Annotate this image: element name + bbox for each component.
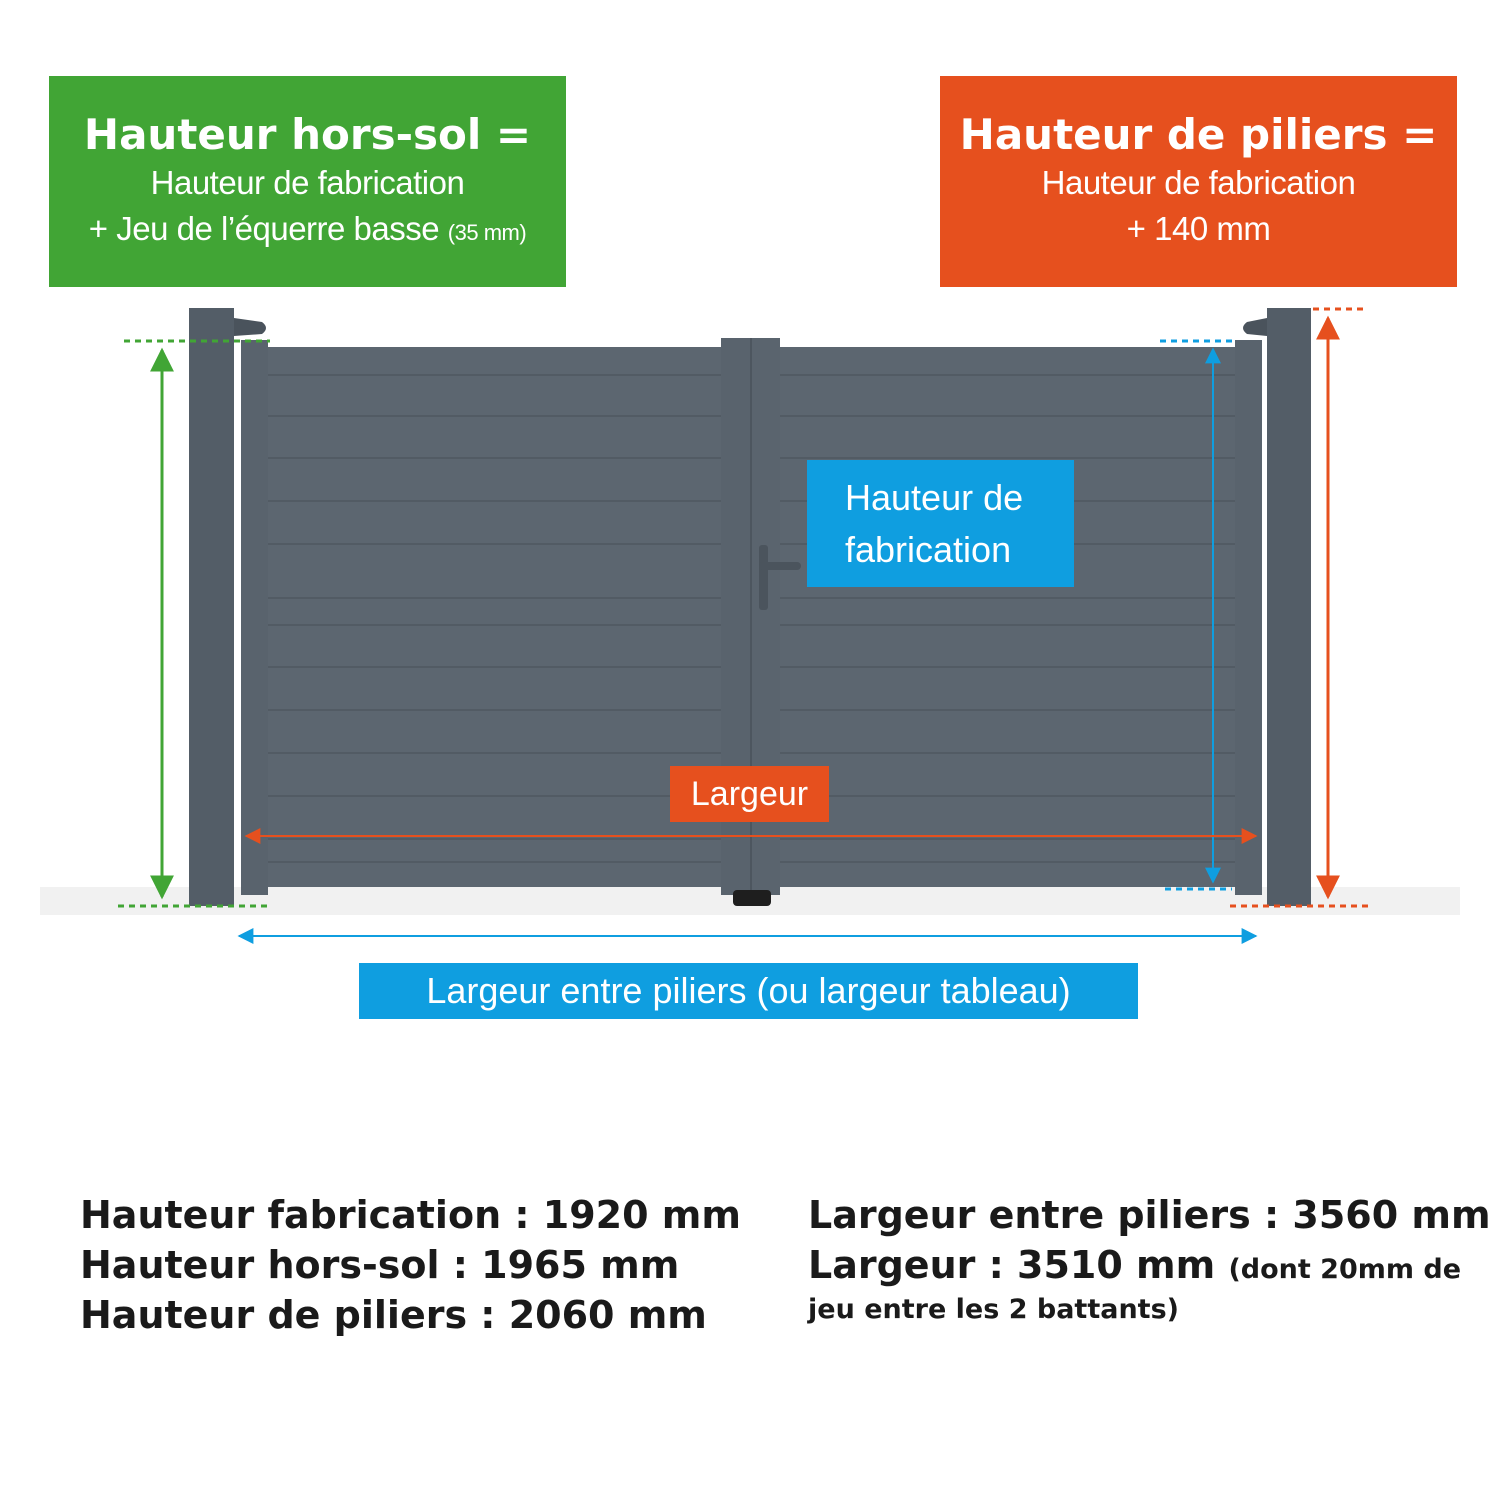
left-hinge-cap — [234, 318, 266, 336]
left-leaf-stile — [241, 340, 268, 895]
hors-sol-formula-box — [49, 76, 566, 287]
largeur-label: Largeur — [670, 766, 829, 822]
largeur-entre-piliers-label: Largeur entre piliers (ou largeur tableau) — [359, 963, 1138, 1019]
hors-sol-jeu-value: (35 mm) — [447, 220, 527, 245]
left-gate-panel — [268, 347, 721, 887]
right-gate-panel — [780, 347, 1235, 887]
piliers-line2: + 140 mm — [1126, 210, 1271, 247]
right-hinge-cap — [1243, 318, 1267, 336]
piliers-title: Hauteur de piliers = — [959, 110, 1438, 159]
right-leaf-stile — [1235, 340, 1262, 895]
spec-hauteur-hors-sol: Hauteur hors-sol : 1965 mm — [80, 1243, 680, 1287]
spec-largeur-note: jeu entre les 2 battants) — [808, 1294, 1179, 1325]
spec-largeur-entre-piliers: Largeur entre piliers : 3560 mm — [808, 1193, 1491, 1237]
right-pillar — [1267, 308, 1311, 906]
hors-sol-line1: Hauteur de fabrication — [150, 164, 465, 201]
left-pillar — [189, 308, 234, 906]
spec-hauteur-piliers: Hauteur de piliers : 2060 mm — [80, 1293, 707, 1337]
spec-hauteur-fabrication: Hauteur fabrication : 1920 mm — [80, 1193, 741, 1237]
hors-sol-title: Hauteur hors-sol = — [83, 110, 532, 159]
specs-right — [808, 1190, 1491, 1330]
piliers-formula-box — [940, 76, 1457, 287]
spec-largeur: Largeur : 3510 mm (dont 20mm de — [808, 1243, 1462, 1287]
floor-stop — [733, 890, 771, 906]
piliers-line1: Hauteur de fabrication — [1041, 164, 1356, 201]
hors-sol-line2: + Jeu de l’équerre basse (35 mm) — [88, 210, 527, 247]
specs-left — [80, 1190, 741, 1340]
fabrication-label: Hauteur de fabrication — [807, 460, 1074, 587]
